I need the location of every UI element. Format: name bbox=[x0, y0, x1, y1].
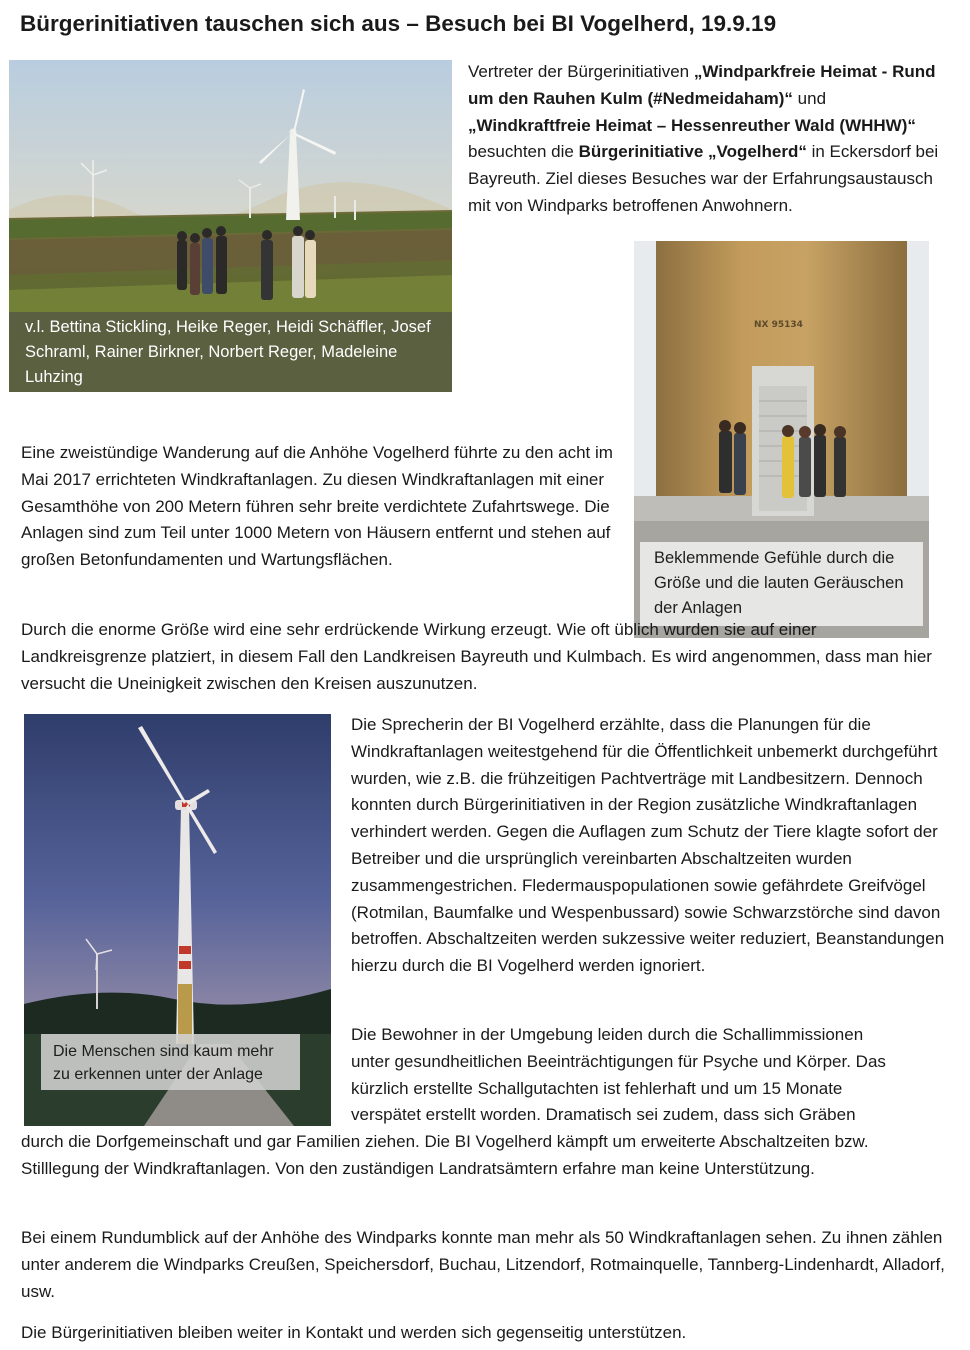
tower-serial-label: NX 95134 bbox=[754, 320, 803, 330]
article-title: Bürgerinitiativen tauschen sich aus – Besuch bei BI Vogelherd, 19.9.19 bbox=[20, 11, 777, 36]
intro-text-4: in Eckersdorf bei Bayreuth. Ziel dieses Besuches war der Erfahrungsaustausch mit von Windparks betroffenen Anwohnern. bbox=[468, 142, 939, 215]
initiative-name-3: Bürgerinitiative „Vogelherd“ bbox=[578, 142, 807, 162]
initiative-name-2: „Windkraftfreie Heimat – Hessenreuther Wald (WHHW)“ bbox=[468, 115, 916, 135]
intro-text-1: Vertreter der Bürgerinitiativen bbox=[468, 62, 694, 81]
tower-photo-caption: Beklemmende Gefühle durch die Größe und die lauten Geräuschen der Anlagen bbox=[640, 542, 923, 626]
paragraph-groesse: Durch die enorme Größe wird eine sehr erdrückende Wirkung erzeugt. Wie oft üblich wurden sie auf einer Landkreisgrenze platziert, in diesem Fall den Landkreisen Bayreuth und Kulmbach. Es wird angenommen, dass man hier versucht die Uneinigkeit zwischen den Kreisen auszunutzen. bbox=[21, 620, 932, 693]
intro-text-2: und bbox=[792, 88, 827, 108]
group-photo-caption: v.l. Bettina Stickling, Heike Reger, Heidi Schäffler, Josef Schraml, Rainer Birkner, Norbert Reger, Madeleine Luhzing bbox=[9, 312, 452, 392]
group-photo bbox=[9, 60, 452, 392]
intro-text-3: besuchten die bbox=[468, 142, 579, 162]
paragraph-bewohner-line-1: Die Bewohner in der Umgebung leiden durch die Schallimmissionen bbox=[351, 1025, 864, 1044]
paragraph-wanderung: Eine zweistündige Wanderung auf die Anhöhe Vogelherd führte zu den acht im Mai 2017 errichteten Windkraftanlagen. Zu diesen Windkraftanlagen mit einer Gesamthöhe von 200 Metern führen sehr breite verdichtete Zufahrtswege. Die Anlagen sind zum Teil unter 1000 Metern von Häusern entfernt und stehen auf großen Betonfundamenten und Wartungsflächen. bbox=[21, 443, 613, 570]
turbine-photo bbox=[24, 714, 331, 1126]
tower-photo bbox=[634, 241, 929, 638]
turbine-photo-caption: Die Menschen sind kaum mehr zu erkennen unter der Anlage bbox=[41, 1034, 300, 1090]
paragraph-bewohner-line-4: verspätet erstellt worden. Dramatisch sei zudem, dass sich Gräben bbox=[351, 1105, 856, 1125]
paragraph-sprecherin: Die Sprecherin der BI Vogelherd erzählte, dass die Planungen für die Windkraftanlagen weitestgehend für die Öffentlichkeit unbemerkt durchgeführt wurden, wie z.B. die frühzeitigen Pachtverträge mit Landbesitzern. Dennoch konnten durch Bürgerinitiativen in der Region zusätzliche Windkraftanlagen verhindert werden. Gegen die Auflagen zum Schutz der Tiere klagte sofort der Betreiber und die ursprünglich vereinbarten Abschaltzeiten wurden zusammengestrichen. Fledermauspopulationen sowie gefährdete Greifvögel (Rotmilan, Baumfalke und Wespenbussard) sowie Schwarzstörche sind davon betroffen. Abschaltzeiten werden sukzessive weiter reduziert, Beanstandungen hierzu durch die BI Vogelherd werden ignoriert. bbox=[351, 715, 945, 976]
paragraph-bewohner bbox=[351, 1022, 946, 1129]
paragraph-bewohner-continued: durch die Dorfgemeinschaft und gar Familien ziehen. Die BI Vogelherd kämpft um erweiterte Abschaltzeiten bzw. Stilllegung der Windkraftanlagen. Von den zuständigen Landratsämtern erfahre man keine Unterstützung. bbox=[21, 1132, 869, 1178]
intro-paragraph bbox=[468, 59, 948, 220]
initiative-name-1: „Windparkfreie Heimat - Rund um den Rauhen Kulm (#Nedmeidaham)“ bbox=[468, 62, 936, 108]
paragraph-rundumblick: Bei einem Rundumblick auf der Anhöhe des Windparks konnte man mehr als 50 Windkraftanlagen sehen. Zu ihnen zählen unter anderem die Windparks Creußen, Speichersdorf, Buchau, Litzendorf, Rotmainquelle, Tannberg-Lindenhardt, Alladorf, usw. bbox=[21, 1228, 945, 1301]
paragraph-schluss: Die Bürgerinitiativen bleiben weiter in Kontakt und werden sich gegenseitig unterstützen. bbox=[21, 1323, 687, 1342]
paragraph-bewohner-line-2: unter gesundheitlichen Beeinträchtigungen für Psyche und Körper. Das bbox=[351, 1051, 886, 1071]
paragraph-bewohner-line-3: kürzlich erstellte Schallgutachten ist fehlerhaft und um 15 Monate bbox=[351, 1078, 843, 1098]
